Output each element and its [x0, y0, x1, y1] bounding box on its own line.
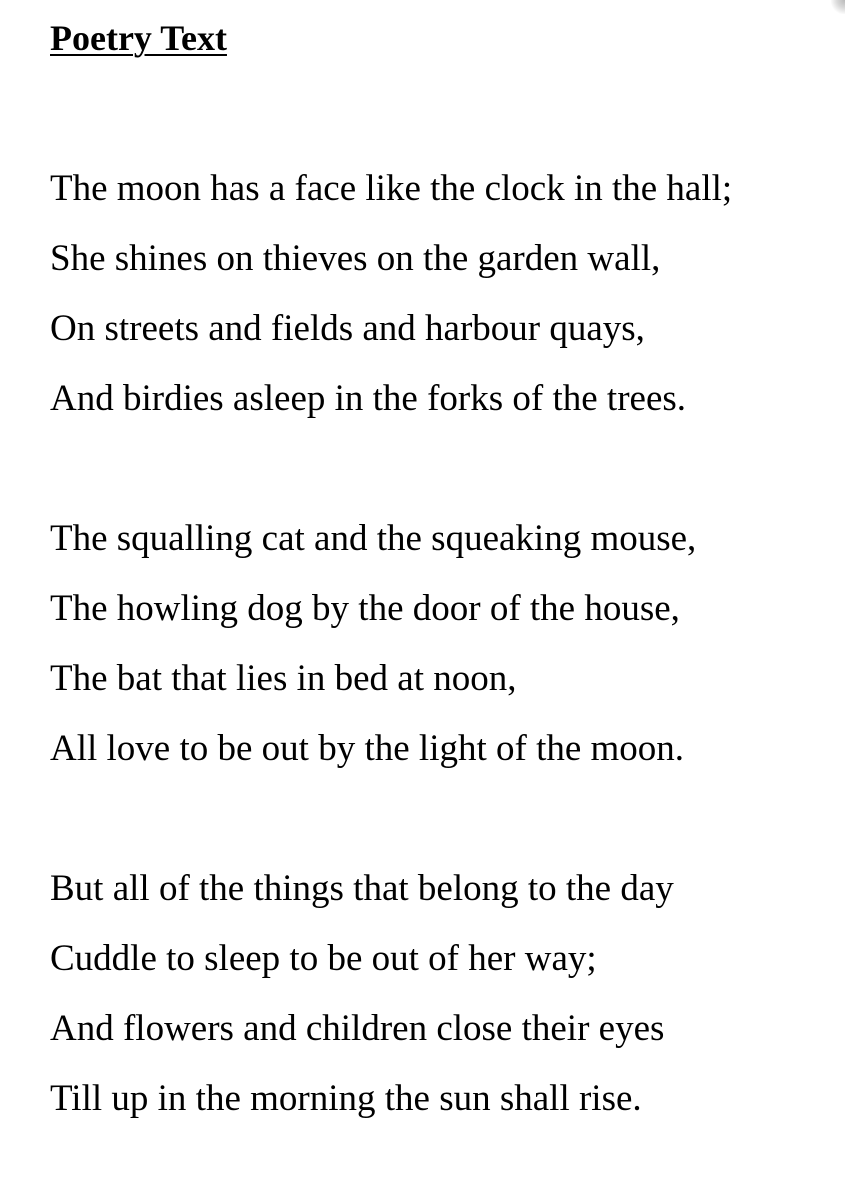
stanza-1 [50, 154, 840, 434]
poem-line: And birdies asleep in the forks of the trees. [50, 378, 687, 419]
poem-line: All love to be out by the light of the moon. [50, 728, 685, 769]
poem-line: Cuddle to sleep to be out of her way; [50, 938, 597, 979]
poem-line: The howling dog by the door of the house, [50, 588, 680, 629]
stanza-3 [50, 854, 840, 1134]
page-title: Poetry Text [50, 18, 227, 58]
poem-line: And flowers and children close their eyes [50, 1008, 665, 1049]
stanza-2 [50, 504, 840, 784]
page-corner-shadow [831, 0, 845, 14]
poem-body [50, 154, 840, 1204]
poem-line: The squalling cat and the squeaking mouse, [50, 518, 697, 559]
poem-line: But all of the things that belong to the day [50, 868, 674, 909]
poem-line: The bat that lies in bed at noon, [50, 658, 517, 699]
poem-line: Till up in the morning the sun shall rise. [50, 1078, 642, 1119]
poem-line: She shines on thieves on the garden wall, [50, 238, 661, 279]
poem-line: On streets and fields and harbour quays, [50, 308, 645, 349]
poem-line: The moon has a face like the clock in the hall; [50, 168, 733, 209]
